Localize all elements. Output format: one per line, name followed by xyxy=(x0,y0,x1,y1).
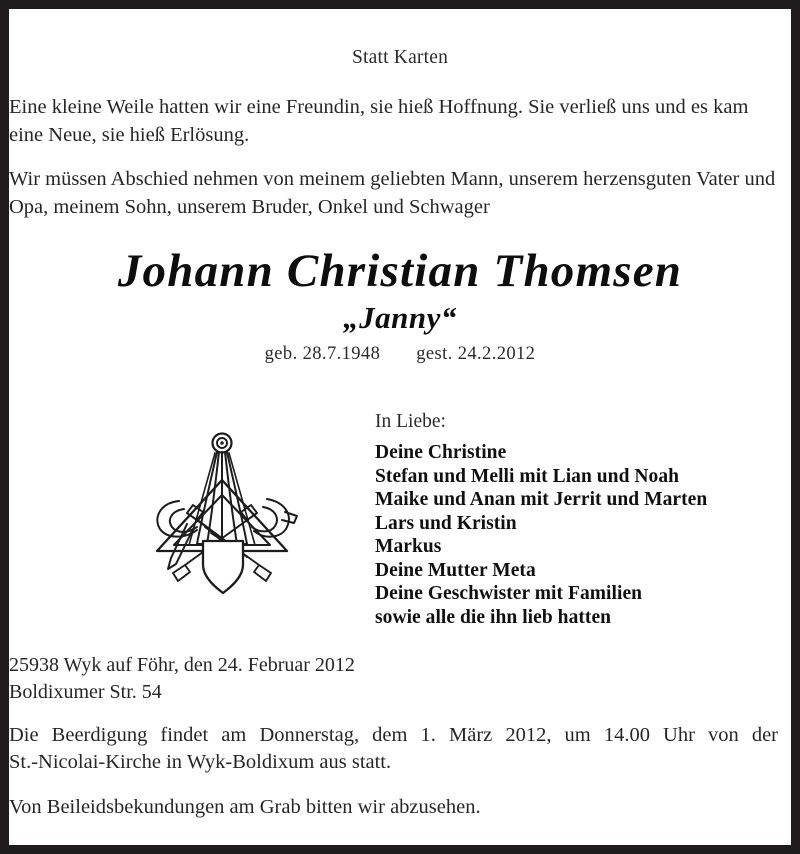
statt-karten-header: Statt Karten xyxy=(351,47,449,68)
list-item: sowie alle die ihn lieb hatten xyxy=(375,606,612,628)
list-item: Deine Geschwister mit Familien xyxy=(375,583,643,604)
closing-request-text: Von Beileidsbekundungen am Grab bitten wir abzusehen. xyxy=(9,796,481,818)
place-and-date-block xyxy=(9,652,791,706)
birth-date: geb. 28.7.1948 xyxy=(264,344,381,364)
funeral-line-2: St.-Nicolai-Kirche in Wyk-Boldixum aus statt. xyxy=(9,751,392,773)
list-item: Lars und Kristin xyxy=(375,512,517,534)
list-item: Maike und Anan mit Jerrit und Marten xyxy=(375,489,708,510)
deceased-name-block xyxy=(9,245,791,367)
survivors-list xyxy=(375,441,781,629)
emblem-compass xyxy=(189,434,255,546)
memorial-verse: Eine kleine Weile hatten wir eine Freundin, sie hieß Hoffnung. Sie verließ uns und es kam eine Neue, sie hieß Erlösung. xyxy=(9,96,749,146)
list-item: Deine Christine xyxy=(375,442,507,463)
street-address-line: Boldixumer Str. 54 xyxy=(9,681,162,703)
survivors-heading: In Liebe: xyxy=(375,411,446,432)
list-item: Markus xyxy=(375,536,442,557)
emblem-right-tool xyxy=(252,499,297,537)
place-date-line: 25938 Wyk auf Föhr, den 24. Februar 2012 xyxy=(9,654,355,676)
funeral-line-1: Die Beerdigung findet am Donnerstag, dem 1. März 2012, um 14.00 Uhr von der xyxy=(9,724,778,746)
emblem-shield xyxy=(203,541,243,593)
funeral-details-text xyxy=(9,722,778,776)
guild-emblem xyxy=(127,417,317,597)
survivors-block xyxy=(375,409,781,629)
craftsman-guild-emblem-icon xyxy=(127,417,317,597)
deceased-nickname: „Janny“ xyxy=(343,300,457,335)
deceased-full-name: Johann Christian Thomsen xyxy=(117,245,683,297)
obituary-notice-card xyxy=(9,9,791,845)
list-item: Deine Mutter Meta xyxy=(375,559,536,581)
announcement-intro-text: Wir müssen Abschied nehmen von meinem geliebten Mann, unserem herzensguten Vater und Opa, meinem Sohn, unserem Bruder, Onkel und Schwager xyxy=(9,168,776,218)
life-dates xyxy=(9,341,791,367)
death-date: gest. 24.2.2012 xyxy=(416,344,536,364)
list-item: Stefan und Melli mit Lian und Noah xyxy=(375,465,680,487)
